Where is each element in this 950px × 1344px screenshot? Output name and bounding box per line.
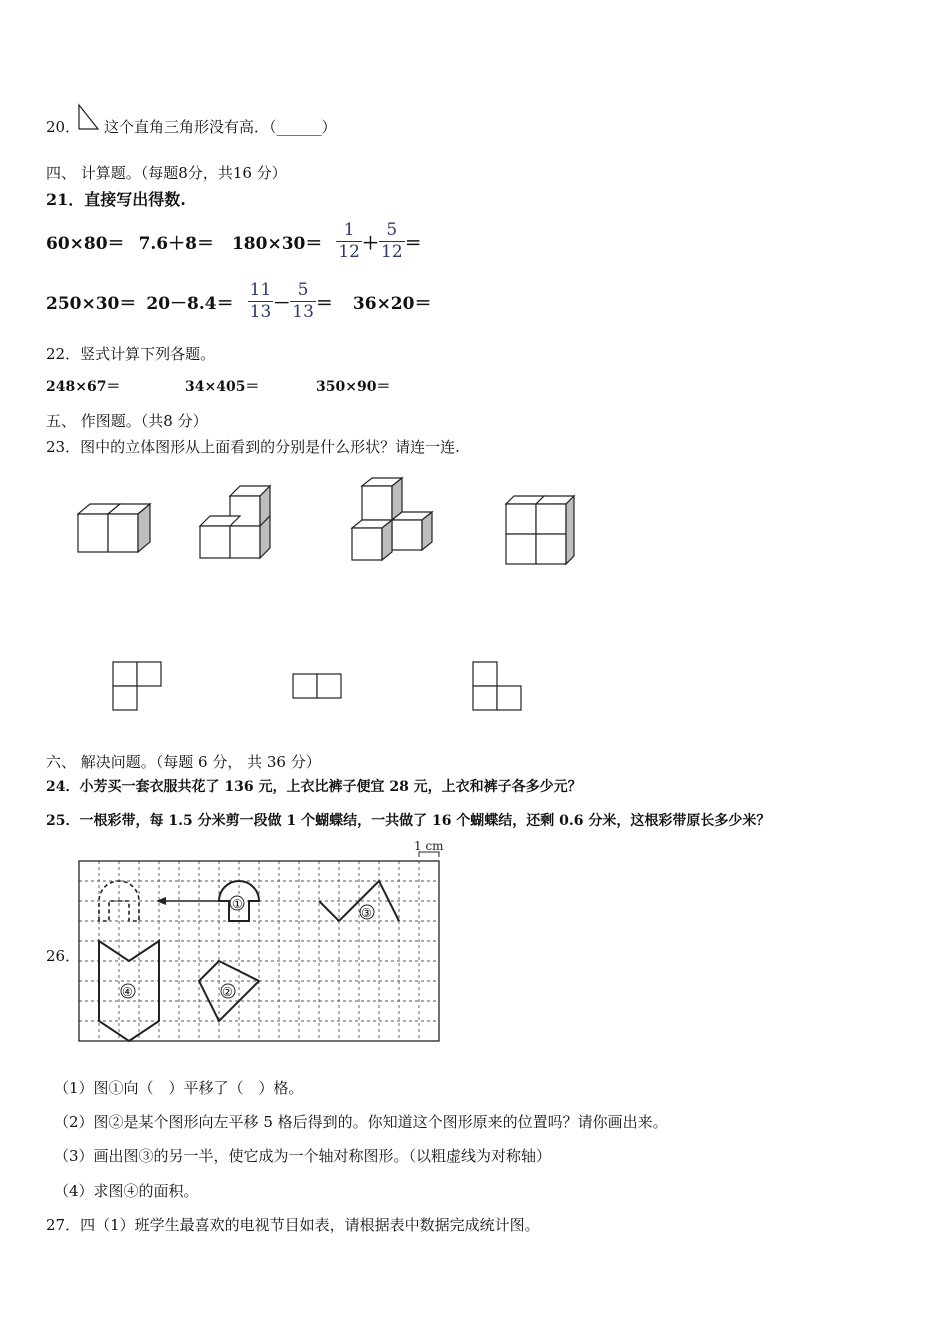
q22-item-2: 34×405＝ [185,379,260,395]
top-view-1 [112,661,164,713]
q21-r2-b: 20－8.4＝ [146,293,234,314]
section6-title: 六、 解决问题。（每题 6 分， 共 36 分） [46,753,321,771]
q24-text: 24．小芳买一套衣服共花了 136 元，上衣比裤子便宜 28 元，上衣和裤子各多少元？ [46,779,582,795]
section5-title: 五、 作图题。（共8 分） [46,412,208,430]
top-view-2 [292,673,344,701]
q21-row2 [46,276,431,326]
top-view-3 [472,661,524,713]
q21-r1-b: 7.6＋8＝ [138,233,214,254]
q27-text: 27．四（1）班学生最喜欢的电视节目如表，请根据表中数据完成统计图。 [46,1216,540,1234]
q26-part-3: （3）画出图③的另一半，使它成为一个轴对称图形。（以粗虚线为对称轴） [54,1147,552,1165]
q21-r1-op: ＋ [362,233,379,254]
q21-r1-c: 180×30＝ [231,233,323,254]
solid-figure-3 [344,476,440,566]
q22-item-3: 350×90＝ [316,379,391,395]
q26-part-2: （2）图②是某个图形向左平移 5 格后得到的。你知道这个图形原来的位置吗？请你画出来。 [54,1113,668,1131]
figure-label-2: ② [222,985,233,999]
section4-title: 四、 计算题。（每题8分，共16 分） [46,164,287,182]
q21-r2-a: 250×30＝ [46,293,137,314]
q25-text: 25．一根彩带，每 1.5 分米剪一段做 1 个蝴蝶结，一共做了 16 个蝴蝶结，还剩 0.6 分米，这根彩带原长多少米？ [46,813,771,829]
solid-figure-2 [192,482,282,562]
q21-r1-eq: ＝ [404,233,422,254]
q23-title: 23．图中的立体图形从上面看到的分别是什么形状？请连一连. [46,438,460,456]
q20-text: 这个直角三角形没有高．（______） [104,118,337,136]
q26-part-1: （1）图①向（ ）平移了（ ）格。 [54,1079,304,1097]
q26-number: 26． [46,947,81,965]
q21-r1-fraction-2: $\frac{5}{12}$ [381,219,403,262]
q21-r2-c: 36×20＝ [352,293,432,314]
q20-number: 20． [46,118,81,136]
q21-r2-eq: ＝ [315,293,333,314]
q21-r1-fraction-1: $\frac{1}{12}$ [338,219,360,262]
q21-r2-fraction-1: $\frac{11}{13}$ [249,279,272,322]
solid-figure-4 [500,490,584,570]
solid-figure-1 [70,498,160,562]
figure-label-1: ① [232,897,243,911]
q21-r1-a: 60×80＝ [46,233,125,254]
q26-part-4: （4）求图④的面积。 [54,1182,199,1200]
q26-grid-figure [70,836,450,1046]
scale-label: 1 cm [414,839,444,853]
q21-row1 [46,216,422,266]
figure-label-3: ③ [361,906,372,920]
q22-item-1: 248×67＝ [46,379,121,395]
right-triangle-figure [78,104,100,132]
q21-title: 21．直接写出得数. [46,190,186,209]
q21-r2-op: － [273,293,291,314]
figure-label-4: ④ [122,985,133,999]
q22-title: 22．竖式计算下列各题。 [46,345,216,363]
q21-r2-fraction-2: $\frac{5}{13}$ [292,279,314,322]
